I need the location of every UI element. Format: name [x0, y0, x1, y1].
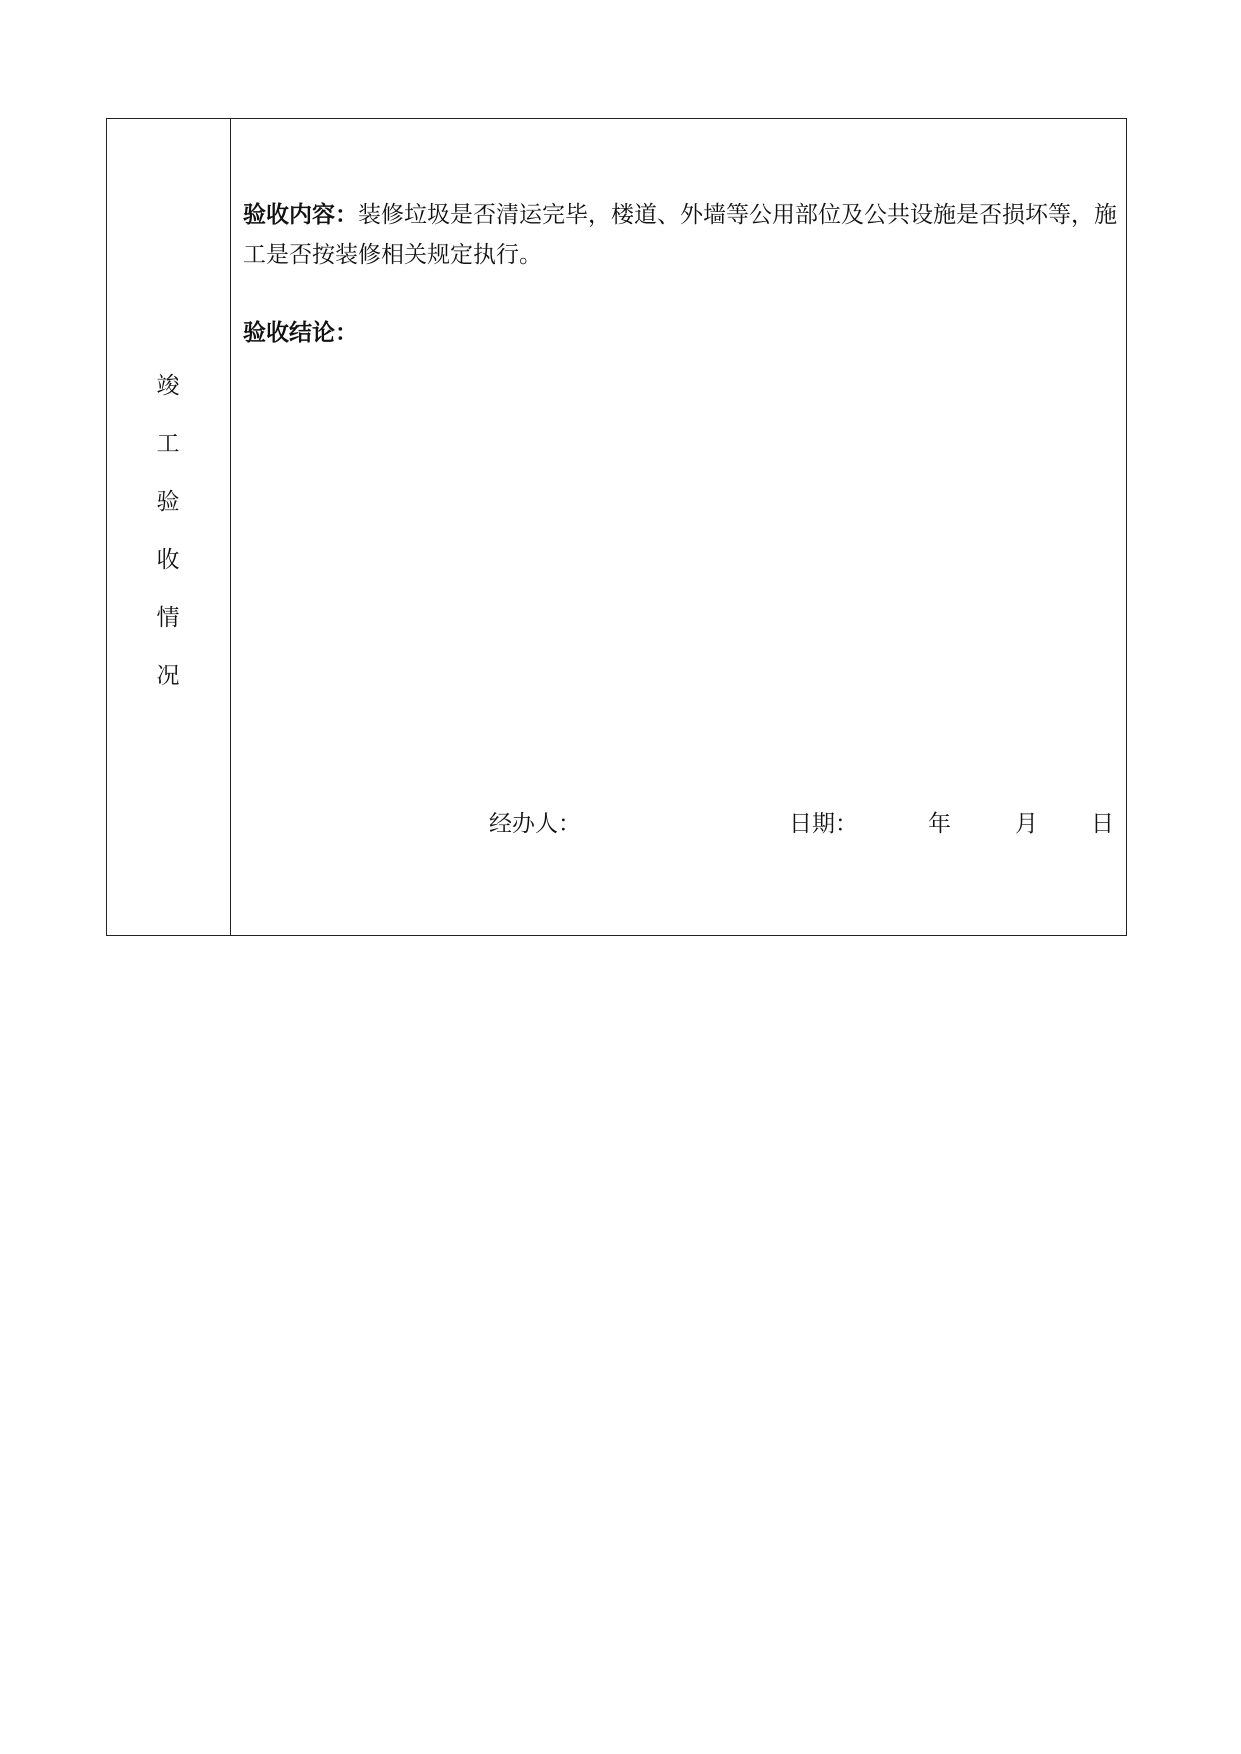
section-label-char: 况 [156, 663, 180, 689]
handler-label: 经办人： [489, 811, 581, 837]
section-label-char: 工 [156, 431, 180, 457]
section-label-char: 收 [156, 547, 180, 573]
month-label: 月 [1015, 811, 1038, 837]
section-content-cell [231, 119, 1126, 935]
section-label-char: 竣 [156, 373, 180, 399]
completion-acceptance-table [106, 118, 1127, 936]
section-label-char: 验 [156, 489, 180, 515]
year-label: 年 [928, 811, 951, 837]
acceptance-content-heading: 验收内容： [243, 202, 358, 228]
acceptance-content-paragraph [243, 195, 1123, 275]
acceptance-conclusion-paragraph [243, 313, 1123, 353]
signature-line [231, 804, 1126, 844]
day-label: 日 [1091, 811, 1114, 837]
date-label: 日期： [789, 811, 858, 837]
acceptance-content-text: 装修垃圾是否清运完毕，楼道、外墙等公用部位及公共设施是否损坏等，施工是否按装修相关规定执行。 [243, 202, 1117, 268]
section-label [107, 357, 229, 705]
section-label-cell [107, 119, 231, 935]
section-label-char: 情 [156, 605, 180, 631]
acceptance-conclusion-heading: 验收结论： [243, 320, 358, 346]
